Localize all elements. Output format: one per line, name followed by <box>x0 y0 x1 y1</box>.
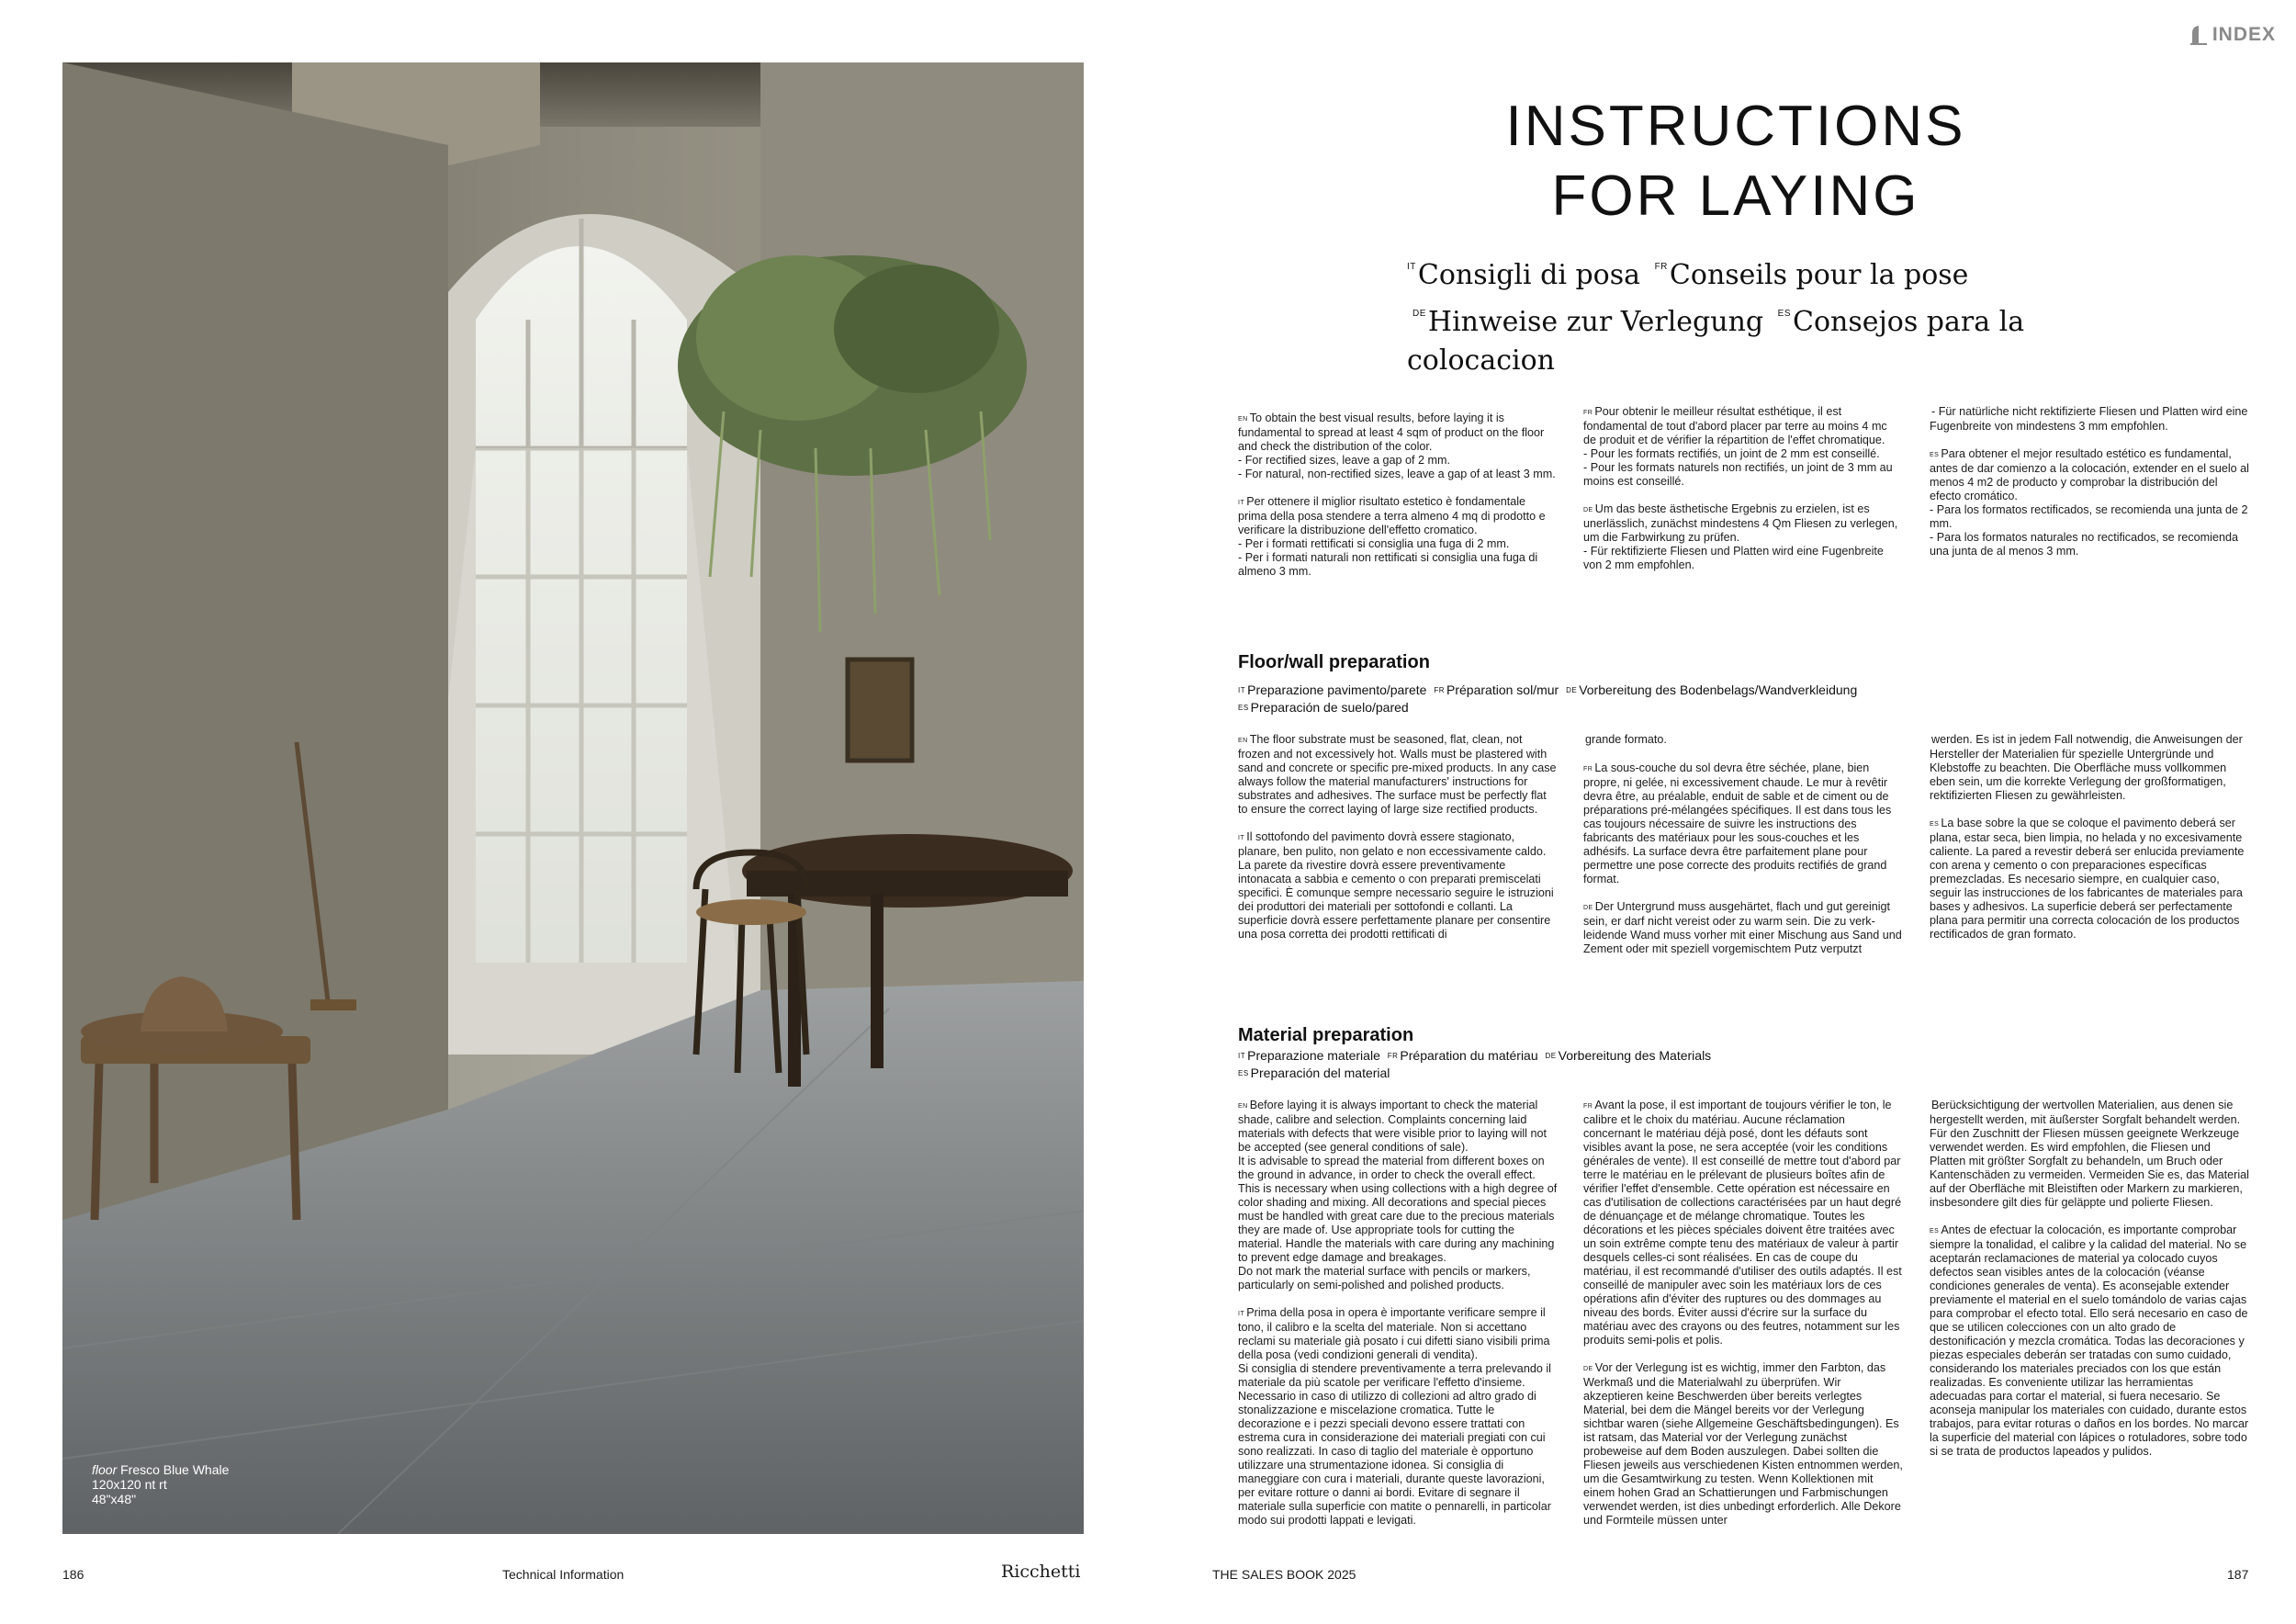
lang-tag: DE <box>1412 309 1426 319</box>
paragraph <box>1583 1099 1903 1348</box>
lang-tag: EN <box>1238 416 1248 423</box>
paragraph <box>1930 447 2249 558</box>
intro-column-2 <box>1583 405 1903 572</box>
paragraph <box>1238 733 1558 817</box>
footer-brand: Ricchetti <box>1001 1562 1081 1582</box>
paragraph <box>1238 830 1558 942</box>
subtitle-text: Preparazione materiale <box>1247 1048 1380 1063</box>
paragraph-text: Um das beste ästhetische Ergebnis zu erzielen, ist es unerlässlich, zunächst mindestens 4 Qm Fliesen zu verlegen, um die Farbwirkung zu prüfen. - Für rektifizierte Fliesen und Platten wird eine Fugenbreite von 2 mm empfohlen. <box>1583 502 1898 571</box>
index-icon <box>2189 24 2209 46</box>
paragraph <box>1930 405 2249 434</box>
paragraph-text: Para obtener el mejor resultado estético es fundamental, antes de dar comienzo a la colocación, extender en el suelo al menos 4 m2 de producto y comprobar la distribución del efecto cromático. - Para los formatos rectificados, se recomienda una junta de 2 mm. - Para los formatos naturales no rectificados, se recomienda una junta de al menos 3 mm. <box>1930 447 2249 558</box>
room-illustration <box>62 62 1084 1534</box>
caption-product: Fresco Blue Whale <box>120 1462 230 1477</box>
title-line-2: FOR LAYING <box>1551 164 1920 228</box>
paragraph <box>1930 1224 2249 1459</box>
paragraph <box>1583 502 1903 572</box>
paragraph <box>1583 733 1903 748</box>
title-line-1: INSTRUCTIONS <box>1505 95 1966 158</box>
lang-tag: FR <box>1583 410 1593 416</box>
lang-tag: IT <box>1238 500 1245 506</box>
lang-tag: FR <box>1583 1103 1593 1110</box>
subtitle-text: Préparation sol/mur <box>1446 682 1559 697</box>
paragraph-text: - Für natürliche nicht rektifizierte Fliesen und Platten wird eine Fugenbreite von mindestens 3 mm empfohlen. <box>1930 405 2248 433</box>
lang-tag: ES <box>1930 1228 1940 1235</box>
paragraph-text: grande formato. <box>1585 733 1667 746</box>
lang-tag: EN <box>1238 1103 1248 1110</box>
paragraph-text: Before laying it is always important to check the material shade, calibre and selection. Complaints concerning laid materials with defects that were visible prior to laying will not be accepted (see general conditions of sale). It is advisable to spread the material from different boxes on the ground in advance, in order to check the overall effect. This is necessary when using collections with a high degree of color shading and mixing. All decorations and special pieces must be handled with great care due to the precious materials they are made of. Use appropriate tools for cutting the material. Handle the materials with care during any machining to prevent edge damage and breakages. Do not mark the material surface with pencils or markers, particularly on semi-polished and polished products. <box>1238 1099 1558 1291</box>
paragraph-text: Avant la pose, il est important de toujours vérifier le ton, le calibre et le choix du matériau. Aucune réclamation concernant le matériau déjà posé, dont les défauts sont visibles avant la pose, ne sera acceptée (voir les conditions générales de vente). Il est conseillé de mettre tout d'abord par terre le matériau en le prélevant de plusieurs boîtes afin de vérifier l'effet d'ensemble. Cette opération est nécessaire en cas d'utilisation de collections caractérisées par un haut degré de dénuançage et de mélange chromatique. Toutes les décorations et les pièces spéciales doivent être traitées avec un soin extrême compte tenu des matériaux de valeur à partir desquels celles-ci sont réalisées. En cas de coupe du matériau, il est recommandé d'utiliser des outils adaptés. Il est conseillé de manipuler avec soin les matériaux lors de ces opérations afin d'éviter des ruptures ou des dommages au niveau des bords. Éviter aussi d'écrire sur la surface du matériau avec des crayons ou des feutres, notamment sur les produits semi-polis et polis. <box>1583 1099 1902 1347</box>
paragraph-text: Il sottofondo del pavimento dovrà essere stagionato, planare, ben pulito, non gelato e non eccessivamente caldo. La parete da rivestire dovrà essere preventivamente intonacata a sabbia e cemento o con preparati premiscelati specifici. È comunque sempre necessario seguire le istruzioni dei produttori dei materiali per sottofondi e collanti. La superficie dovrà essere perfettamente planare per consentire una posa corretta dei prodotti rettificati di <box>1238 830 1554 941</box>
paragraph-text: La base sobre la que se coloque el pavimento deberá ser plana, estar seca, bien limpia, no helada y no excesivamente caliente. La pared a revestir deberá ser enlucida previamente con arena y cemento o con preparaciones específicas premezcladas. Es necesario siempre, en cualquier caso, seguir las instrucciones de los fabricantes de materiales para bases y adhesivos. La superficie deberá ser perfectamente plana para permitir una correcta colocación de los productos rectificados de gran formato. <box>1930 817 2245 941</box>
paragraph <box>1238 495 1558 579</box>
intro-column-1 <box>1238 412 1558 579</box>
paragraph-text: werden. Es ist in jedem Fall notwendig, die Anweisungen der Hersteller der Materialien für spezielle Untergründe und Klebstoffe zu beachten. Die Oberfläche muss vollkommen eben sein, um die korrekte Verlegung der großformatigen, rektifizierten Fliesen zu gewährleisten. <box>1930 733 2243 802</box>
paragraph-text: La sous-couche du sol devra être séchée, plane, bien propre, ni gelée, ni excessivement chaude. Le mur à revêtir devra être, au préalable, enduit de sable et de ciment ou de préparations pré-mélangées spécifiques. Il est dans tous les cas toujours nécessaire de suivre les instructions des fabricants des matériaux pour les sous-couches et les adhésifs. La surface devra être parfaitement plane pour permettre une pose correcte des produits rectifiés de grand format. <box>1583 761 1892 885</box>
paragraph-text: Der Untergrund muss ausgehärtet, flach und gut gereinigt sein, er darf nicht vereist oder zu warm sein. Die zu verk-leidende Wand muss vorher mit einer Mischung aus Sand und Zement oder mit speziell vorgemischtem Putz verputzt <box>1583 900 1902 955</box>
photo-caption <box>92 1462 229 1506</box>
caption-size-cm: 120x120 nt rt <box>92 1477 167 1492</box>
page-title <box>1414 92 2057 231</box>
lang-tag: FR <box>1654 262 1668 272</box>
subtitle-text: Preparación del material <box>1250 1066 1390 1080</box>
lang-tag: IT <box>1238 1311 1245 1317</box>
lang-tag: DE <box>1583 1366 1593 1372</box>
index-label: INDEX <box>2212 24 2276 45</box>
lang-tag: ES <box>1930 821 1940 828</box>
lang-tag: ES <box>1238 704 1249 712</box>
lang-tag: IT <box>1238 1052 1246 1060</box>
subtitle-text: Preparazione pavimento/parete <box>1247 682 1427 697</box>
subtitle-it: Consigli di posa <box>1417 259 1641 291</box>
lang-tag: ES <box>1930 452 1940 458</box>
paragraph <box>1583 405 1903 489</box>
floor-wall-column-3 <box>1930 733 2249 942</box>
lang-tag: IT <box>1407 262 1416 272</box>
floor-wall-column-1 <box>1238 733 1558 942</box>
title-translations <box>1407 248 2123 380</box>
subtitle-text: Preparación de suelo/pared <box>1250 700 1409 715</box>
lang-tag: ES <box>1238 1069 1249 1077</box>
material-column-1 <box>1238 1099 1558 1528</box>
paragraph <box>1238 1099 1558 1292</box>
paragraph-text: The floor substrate must be seasoned, flat, clean, not frozen and not excessively hot. Walls must be plastered with sand and concrete or specific pre-mixed products. In any case always follow the material manufacturers' instructions for substrates and adhesives. The surface must be perfectly flat to ensure the correct laying of large size rectified products. <box>1238 733 1557 816</box>
caption-label: floor <box>92 1462 118 1477</box>
left-page-number: 186 <box>62 1567 84 1582</box>
subtitle-text: Vorbereitung des Bodenbelags/Wandverkleidung <box>1579 682 1858 697</box>
caption-size-in: 48"x48" <box>92 1492 137 1506</box>
lang-tag: FR <box>1583 766 1593 773</box>
subtitle-fr: Conseils pour la pose <box>1669 259 1969 291</box>
section-title-floor-wall: Floor/wall preparation <box>1238 652 1430 672</box>
lang-tag: DE <box>1583 905 1593 911</box>
footer-section: Technical Information <box>502 1567 625 1582</box>
paragraph-text: To obtain the best visual results, before laying it is fundamental to spread at least 4 sqm of product on the floor and check the distribution of the color. - For rectified sizes, leave a gap of 2 mm. - For natural, non-rectified sizes, leave a gap of at least 3 mm. <box>1238 412 1556 480</box>
paragraph <box>1583 900 1903 956</box>
lang-tag: FR <box>1434 686 1446 694</box>
section-title-material: Material preparation <box>1238 1025 1414 1045</box>
right-page-number: 187 <box>2227 1567 2249 1582</box>
lang-tag: DE <box>1566 686 1578 694</box>
subtitle-text: Vorbereitung des Materials <box>1558 1048 1712 1063</box>
paragraph-text: Berücksichtigung der wertvollen Materialien, aus denen sie hergestellt werden, mit äußerster Sorgfalt behandelt werden. Für den Zuschnitt der Fliesen müssen geeignete Werkzeuge verwendet werden. Es wird empfohlen, die Fliesen und Platten mit größter Sorgfalt zu behandeln, um Bruch oder Kantenschäden zu vermeiden. Vermeiden Sie es, das Material auf der Oberfläche mit Bleistiften oder Markern zu markieren, insbesondere gilt dies für geläppte und polierte Fliesen. <box>1930 1099 2249 1209</box>
paragraph <box>1930 817 2249 942</box>
material-column-2 <box>1583 1099 1903 1528</box>
paragraph-text: Prima della posa in opera è importante verificare sempre il tono, il calibro e la scelta del materiale. Non si accettano reclami su materiale già posato i cui difetti siano visibili prima della posa (vedi condizioni generali di vendita). Si consiglia di stendere preventivamente a terra prelevando il materiale da più scatole per verificare l'effetto d'insieme. Necessario in caso di utilizzo di collezioni ad altro grado di stonalizzazione e miscelazione cromatica. Tutte le decorazione e i pezzi speciali devono essere trattati con estrema cura in considerazione dei materiali pregiati con cui sono realizzati. In caso di taglio del materiale è opportuno utilizzare una strumentazione idonea. Si consiglia di maneggiare con cura i materiali, durante queste lavorazioni, per evitare rotture o danni ai bordi. Evitare di segnare il materiale sulla superficie con matite o pennarelli, in particolar modo sui prodotti lappati e levigati. <box>1238 1306 1551 1527</box>
section-subtitles-material <box>1238 1047 1954 1082</box>
lang-tag: IT <box>1238 686 1246 694</box>
subtitle-es: Consejos para la colocacion <box>1407 306 2025 377</box>
footer-publication: THE SALES BOOK 2025 <box>1212 1567 1356 1582</box>
paragraph <box>1238 412 1558 481</box>
lang-tag: DE <box>1545 1052 1557 1060</box>
paragraph <box>1238 1306 1558 1528</box>
paragraph-text: Per ottenere il miglior risultato estetico è fondamentale prima della posa stendere a terra almeno 4 mq di prodotto e verificare la distribuzione dell'effetto cromatico. - Per i formati rettificati si consiglia una fuga di 2 mm. - Per i formati naturali non rettificati si consiglia una fuga di almeno 3 mm. <box>1238 495 1546 578</box>
lang-tag: EN <box>1238 738 1248 744</box>
subtitle-de: Hinweise zur Verlegung <box>1427 306 1764 338</box>
index-link[interactable] <box>2189 24 2276 46</box>
interior-photo <box>62 62 1084 1534</box>
lang-tag: ES <box>1777 309 1791 319</box>
lang-tag: DE <box>1583 507 1593 513</box>
subtitle-text: Préparation du matériau <box>1400 1048 1538 1063</box>
paragraph <box>1930 1099 2249 1210</box>
intro-column-3 <box>1930 405 2249 558</box>
lang-tag: IT <box>1238 835 1245 841</box>
paragraph-text: Pour obtenir le meilleur résultat esthétique, il est fondamental de tout d'abord placer par terre au moins 4 mc de produit et de vérifier la répartition de l'effet chromatique. - Pour les formats rectifiés, un joint de 2 mm est conseillé. - Pour les formats naturels non rectifiés, un joint de 3 mm au moins est conseillé. <box>1583 405 1893 488</box>
paragraph <box>1583 761 1903 886</box>
paragraph <box>1930 733 2249 803</box>
paragraph-text: Vor der Verlegung ist es wichtig, immer den Farbton, das Werkmaß und die Materialwahl zu überprüfen. Wir akzeptieren keine Beschwerden über bereits verlegtes Material, bei dem die Mängel bereits vor der Verlegung sichtbar waren (siehe Allgemeine Geschäftsbedingungen). Es ist ratsam, das Material vor der Verlegung zunächst probeweise auf dem Boden auszulegen. Dabei sollten die Fliesen jeweils aus verschiedenen Kisten entnommen werden, um die Gesamtwirkung zu testen. Wenn Kollektionen mit einem hohen Grad an Schattierungen und Farbmischungen verwendet werden, ist dies unbedingt erforderlich. Alle Dekore und Formteile müssen unter <box>1583 1361 1903 1527</box>
section-subtitles-floor-wall <box>1238 682 1954 716</box>
floor-wall-column-2 <box>1583 733 1903 956</box>
paragraph <box>1583 1361 1903 1528</box>
paragraph-text: Antes de efectuar la colocación, es importante comprobar siempre la tonalidad, el calibre y la calidad del material. No se aceptarán reclamaciones de material ya colocado cuyos defectos sean visibles antes de la colocación (véanse condiciones generales de venta). Es aconsejable extender previamente el material en el suelo tomándolo de varias cajas para comprobar el efecto total. Ello será necesario en caso de que se utilicen colecciones con un alto grado de destonificación y mezcla cromática. Todas las decoraciones y piezas especiales deberán ser tratadas con sumo cuidado, considerando los materiales preciados con los que están realizadas. Es conveniente utilizar las herramientas adecuadas para cortar el material, si fuera necesario. Se aconseja manipular los materiales con cuidado, durante estos trabajos, para evitar roturas o daños en los bordes. No marcar la superficie del material con lápices o rotuladores, sobre todo si se trata de productos lapeados y pulidos. <box>1930 1224 2249 1458</box>
lang-tag: FR <box>1387 1052 1399 1060</box>
material-column-3 <box>1930 1099 2249 1459</box>
